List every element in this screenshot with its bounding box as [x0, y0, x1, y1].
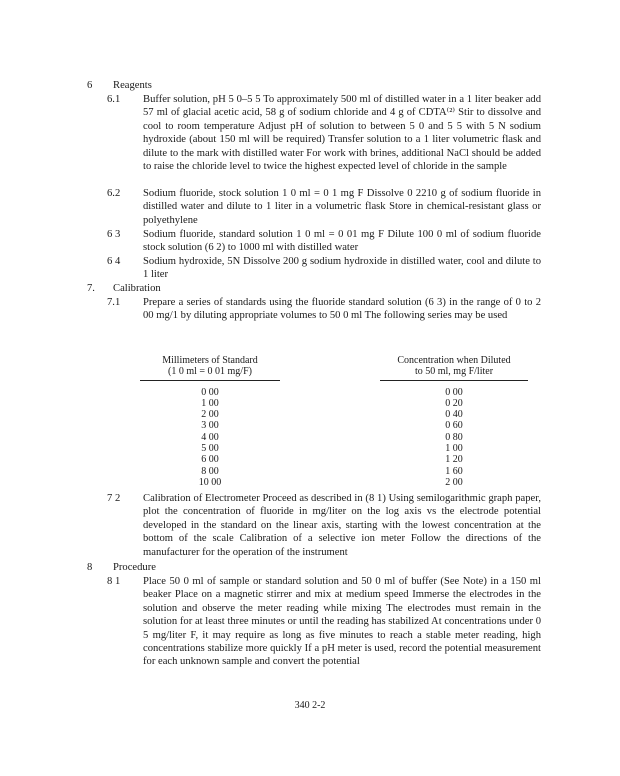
table-cell: 5 00 — [201, 443, 219, 455]
item-number: 6 3 — [107, 229, 121, 240]
table-cell: 0 80 — [445, 431, 463, 443]
table-cell: 1 00 — [445, 443, 463, 455]
item-text: Sodium fluoride, stock solution 1 0 ml = 0 1 mg F Dissolve 0 2210 g of sodium fluoride in distilled water and dilute to 1 liter in a volumetric flask Store in chemical-resistant glass or polyethylene — [143, 188, 541, 226]
item-number: 8 1 — [107, 576, 121, 587]
table-cell: 2 00 — [201, 409, 219, 421]
section-title: Reagents — [113, 80, 152, 91]
item-text: Prepare a series of standards using the fluoride standard solution (6 3) in the range of 0 to 2 00 mg/1 by diluting appropriate volumes to 50 0 ml The following series may be used — [143, 297, 541, 322]
table-cell: 0 20 — [445, 397, 463, 409]
item-number: 7.1 — [107, 297, 121, 308]
table-cell: 4 00 — [201, 431, 219, 443]
table-cell: 0 40 — [445, 409, 463, 421]
section-number: 6 — [87, 80, 93, 91]
column-values — [140, 387, 280, 489]
item-number: 7 2 — [107, 493, 121, 504]
item-text: Calibration of Electrometer Proceed as described in (8 1) Using semilogarithmic graph paper, plot the concentration of fluoride in mg/liter on the log axis vs the electrode potential developed in the standard on the linear axis, starting with the lowest concentration at the bottom of the scale Calibration of a selective ion meter Follow the directions of the manufacturer for the operation of the instrument — [143, 493, 541, 558]
item-number: 6.1 — [107, 94, 121, 105]
item-text: Sodium fluoride, standard solution 1 0 ml = 0 01 mg F Dilute 100 0 ml of sodium fluoride stock solution (6 2) to 1000 ml with distilled water — [143, 229, 541, 254]
column-values — [380, 387, 528, 489]
table-cell: 0 60 — [445, 420, 463, 432]
table-cell: 1 00 — [201, 397, 219, 409]
table-cell: 2 00 — [445, 476, 463, 488]
item-text: Buffer solution, pH 5 0–5 5 To approximately 500 ml of distilled water in a 1 liter beaker add 57 ml of glacial acetic acid, 58 g of sodium chloride and 4 g of CDTA⁽²⁾ Stir to dissolve and cool to room temperature Adjust pH of solution to between 5 0 and 5 5 with 5 N sodium hydroxide (about 150 ml will be required) Transfer solution to a 1 liter volumetric flask and dilute to the mark with distilled water For work with brines, additional NaCl should be added to raise the chloride level to twice the highest expected level of chloride in the sample — [143, 94, 541, 173]
section-number: 7. — [87, 283, 95, 294]
section-title: Calibration — [113, 283, 161, 294]
table-cell: 6 00 — [201, 454, 219, 466]
table-column-millimeters — [140, 355, 280, 488]
item-text: Place 50 0 ml of sample or standard solution and 50 0 ml of buffer (See Note) in a 150 ml beaker Place on a magnetic stirrer and mix at medium speed Immerse the electrodes in the solution and observe the meter reading while mixing The electrodes must remain in the solution for at least three minutes or until the reading has stabilized At concentrations under 0 5 mg/liter F, it may require as long as five minutes to reach a stable meter reading, high concentrations stabilize more quickly If a pH meter is used, record the potential measurement for each unknown sample and convert the potential — [143, 576, 541, 668]
table-cell: 0 00 — [445, 386, 463, 398]
column-header — [140, 355, 280, 381]
table-cell: 8 00 — [201, 465, 219, 477]
column-header — [380, 355, 528, 381]
item-number: 6 4 — [107, 256, 121, 267]
section-number: 8 — [87, 562, 93, 573]
table-cell: 0 00 — [201, 386, 219, 398]
item-number: 6.2 — [107, 188, 121, 199]
column-header-line: Concentration when Diluted — [397, 355, 511, 366]
column-header-line: to 50 ml, mg F/liter — [414, 366, 494, 378]
table-cell: 1 20 — [445, 454, 463, 466]
item-text: Sodium hydroxide, 5N Dissolve 200 g sodium hydroxide in distilled water, cool and dilute to 1 liter — [143, 256, 541, 281]
table-cell: 10 00 — [198, 476, 222, 488]
column-header-line: (1 0 ml = 0 01 mg/F) — [168, 366, 252, 378]
table-cell: 1 60 — [445, 465, 463, 477]
page-number: 340 2-2 — [294, 700, 326, 711]
column-header-line: Millimeters of Standard — [162, 355, 258, 366]
section-title: Procedure — [113, 562, 156, 573]
table-cell: 3 00 — [201, 420, 219, 432]
table-column-concentration — [380, 355, 528, 488]
